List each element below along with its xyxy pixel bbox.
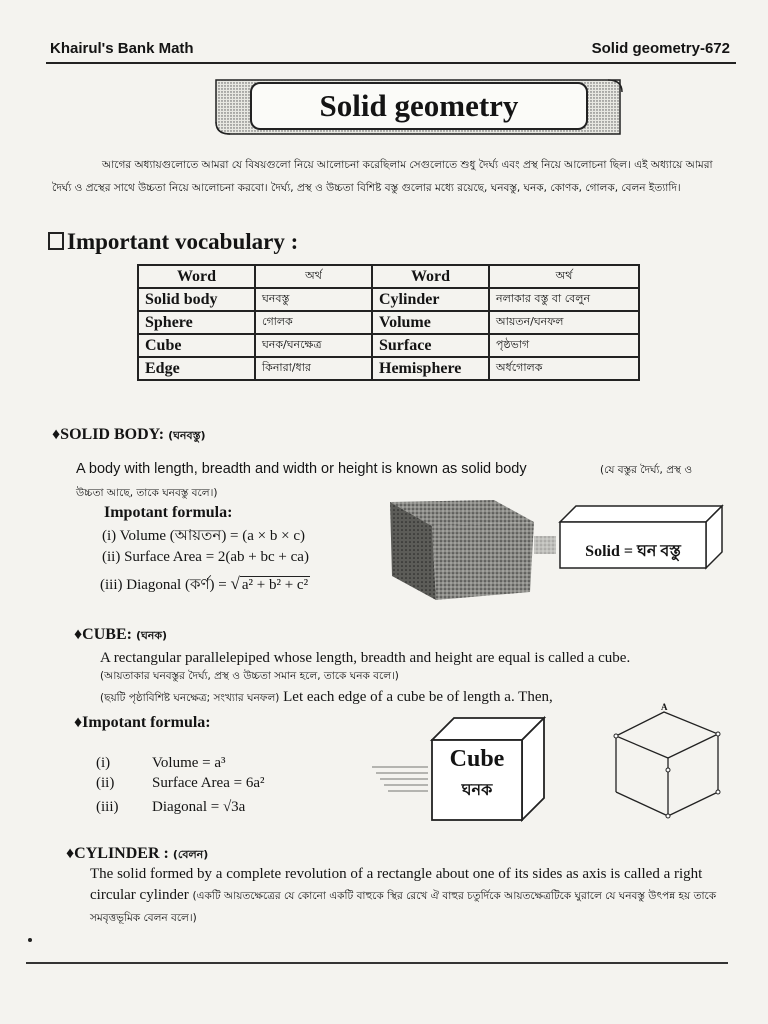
sqrt-icon: √ (230, 574, 240, 593)
vocab-title: Important vocabulary : (67, 229, 299, 254)
cube-heading (74, 626, 167, 646)
header-left: Khairul's Bank Math (50, 40, 194, 57)
vocab-heading (48, 229, 298, 255)
cube-desc-bn: (আয়তাকার ঘনবস্তুর দৈর্ঘ্য, প্রস্থ ও উচ্চতা সমান হলে, তাকে ঘনক বলে।) (100, 670, 399, 682)
solid-label-text: Solid = ঘন বস্তু (585, 543, 681, 560)
cube-heading-bn: (ঘনক) (135, 629, 168, 642)
cylinder-desc-bn: (একটি আয়তক্ষেত্রের যে কোনো একটি বাহুকে স্থির রেখে ঐ বাহুর চতুর্দিকে আয়তক্ষেত্রটিকে ঘুরালে যে ঘনবস্তু উৎপন্ন হয় তাকে সমবৃত্তভূমিক বেলন বলে।) (90, 890, 717, 924)
cube-heading-text: CUBE: (82, 626, 136, 643)
table-cell: Hemisphere (372, 357, 489, 380)
table-row (138, 288, 639, 311)
table-cell: ঘনক/ঘনক্ষেত্র (255, 334, 372, 357)
header-rule (46, 62, 736, 64)
cube-wireframe-diagram (604, 700, 734, 826)
cube-formula-num: (i) (96, 755, 111, 771)
diamond-bullet-icon: ♦ (52, 426, 61, 443)
table-cell: Edge (138, 357, 255, 380)
table-row (138, 311, 639, 334)
cube-formula-text: Diagonal = √3a (152, 799, 246, 815)
table-cell: নলাকার বস্তু বা বেলুন (489, 288, 639, 311)
cylinder-desc (90, 864, 736, 929)
table-cell: Cube (138, 334, 255, 357)
solid-formula-1: (i) Volume (আয়তন) = (a × b × c) (102, 528, 305, 544)
table-cell: আয়তন/ঘনফল (489, 311, 639, 334)
table-cell: গোলক (255, 311, 372, 334)
table-cell: ঘনবস্তু (255, 288, 372, 311)
diagonal-expr: a² + b² + c² (241, 577, 309, 593)
checkbox-icon (48, 232, 64, 250)
diamond-bullet-icon: ♦ (74, 626, 83, 643)
intro-paragraph: আগের অধ্যায়গুলোতে আমরা যে বিষয়গুলো নিয়ে আলোচনা করেছিলাম সেগুলোতে শুধু দৈর্ঘ্য এবং প্রস্থ নিয়ে আলোচনা ছিল। এই অধ্যায়ে আমরা দৈর্ঘ্য ও প্রস্থের সাথে উচ্চতা নিয়ে আলোচনা করবো। দৈর্ঘ্য, প্রস্থ ও উচ্চতা বিশিষ্ট বস্তু গুলোর মধ্যে রয়েছে, ঘনবস্তু, ঘনক, কোণক, গোলক, বেলন ইত্যাদি। (52, 159, 713, 194)
diagonal-label: (iii) Diagonal (কর্ণ) = (100, 577, 231, 593)
cube-line3-en: Let each edge of a cube be of length a. Then, (279, 689, 553, 705)
table-row (138, 334, 639, 357)
cube-formula-title (74, 714, 211, 732)
brick-image (384, 496, 564, 606)
col-header: অর্থ (255, 265, 372, 288)
cube-box-label-bn: ঘনক (461, 780, 493, 799)
stray-dot (28, 938, 32, 942)
footer-rule (26, 962, 728, 964)
vertex-label-a: A (661, 702, 668, 712)
solid-formula-title: Impotant formula: (104, 504, 233, 521)
solid-heading-text: SOLID BODY: (60, 426, 169, 443)
cube-line3-bn: (ছয়টি পৃষ্ঠাবিশিষ্ট ঘনক্ষেত্র; সংখ্যার ঘনফল) (100, 692, 280, 704)
cube-formula-text: Volume = a³ (152, 755, 226, 771)
cube-formula-num: (ii) (96, 775, 115, 791)
col-header: Word (138, 265, 255, 288)
solid-desc-bn-1: (যে বস্তুর দৈর্ঘ্য, প্রস্থ ও (600, 464, 693, 476)
cylinder-heading (66, 845, 208, 865)
solid-heading-bn: (ঘনবস্তু) (168, 429, 206, 442)
table-cell: অর্ধগোলক (489, 357, 639, 380)
solid-desc: A body with length, breadth and width or height is known as solid body (76, 461, 527, 477)
cube-formula-title-text: Impotant formula: (82, 714, 211, 731)
cube-formula-text: Surface Area = 6a² (152, 775, 265, 791)
table-cell: পৃষ্ঠভাগ (489, 334, 639, 357)
diamond-bullet-icon: ♦ (66, 845, 75, 862)
table-cell: Surface (372, 334, 489, 357)
table-row (138, 357, 639, 380)
solid-desc-bn-2: উচ্চতা আছে, তাকে ঘনবস্তু বলে।) (76, 487, 218, 499)
cube-desc: A rectangular parallelepiped whose length, breadth and height are equal is called a cube. (100, 650, 631, 666)
table-cell: Sphere (138, 311, 255, 334)
cube-line3 (100, 689, 553, 708)
table-cell: Cylinder (372, 288, 489, 311)
table-cell: Solid body (138, 288, 255, 311)
solid-formula-3 (100, 573, 310, 596)
vocab-table (137, 264, 640, 381)
title-banner (212, 76, 624, 138)
cylinder-desc-en: The solid formed by a complete revolution of a rectangle about one of its sides as axis is called a right circular cylinder (90, 866, 703, 903)
cube-box-label-en: Cube (449, 746, 505, 772)
table-cell: Volume (372, 311, 489, 334)
solid-heading (52, 426, 206, 446)
table-header-row (138, 265, 639, 288)
diamond-bullet-icon: ♦ (74, 714, 83, 731)
cylinder-heading-text: CYLINDER : (74, 845, 173, 862)
col-header: অর্থ (489, 265, 639, 288)
solid-formula-2: (ii) Surface Area = 2(ab + bc + ca) (102, 549, 309, 565)
table-cell: কিনারা/ধার (255, 357, 372, 380)
cylinder-heading-bn: (বেলন) (172, 848, 209, 861)
page-title: Solid geometry (250, 82, 588, 130)
header-right: Solid geometry-672 (591, 40, 730, 57)
col-header: Word (372, 265, 489, 288)
cube-formula-num: (iii) (96, 799, 119, 815)
